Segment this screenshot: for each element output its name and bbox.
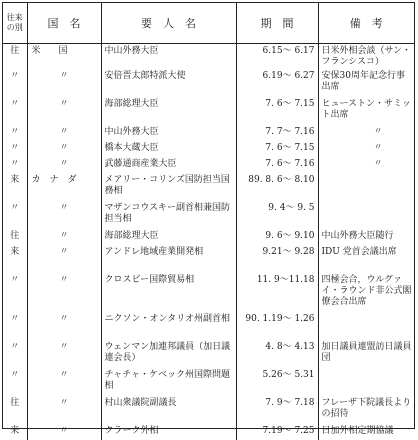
cell-direction: 往 [10,231,20,241]
table-row [3,340,414,368]
cell-remarks: フレーザ下院議長よりの招待 [318,396,414,424]
cell-remarks: 〃 [318,141,414,157]
table-row [3,125,414,141]
table-row [3,368,414,396]
cell-country: 〃 [27,312,101,340]
cell-remarks: 日米外相会談（サン・フランシスコ） [318,44,414,70]
table-row [3,312,414,340]
cell-person: 海部総理大臣 [101,229,236,245]
cell-person: ウェンマン加連邦議員（加日議連会長） [101,340,236,368]
cell-direction: 〃 [10,143,20,153]
cell-country: 〃 [27,69,101,97]
cell-direction: 〃 [10,127,20,137]
cell-remarks: IDU 党首会議出席 [318,245,414,273]
cell-country: 〃 [27,125,101,141]
cell-direction: 〃 [10,99,20,109]
cell-person: 安倍晋太郎特派大使 [101,69,236,97]
header-remarks: 備 考 [318,3,414,44]
cell-remarks [318,201,414,229]
cell-period: 11. 9～11.18 [236,273,318,312]
cell-direction: 往 [10,398,20,408]
table-row [3,245,414,273]
cell-period: 7. 9～ 7.18 [236,396,318,424]
cell-country: 〃 [27,424,101,440]
cell-period: 9. 4～ 9. 5 [236,201,318,229]
cell-period: 7. 7～ 7.16 [236,125,318,141]
table-row [3,157,414,173]
cell-direction: 〃 [10,275,20,285]
cell-period: 7.19～ 7.25 [236,424,318,440]
cell-person: クロスビー国際貿易相 [101,273,236,312]
cell-period: 6.19～ 6.27 [236,69,318,97]
table-row [3,396,414,424]
cell-remarks: 日加外相定期協議 [318,424,414,440]
cell-person: マザンコウスキー副首相兼国防担当相 [101,201,236,229]
cell-direction: 〃 [10,370,20,380]
cell-period: 7. 6～ 7.15 [236,97,318,125]
table-header-row [3,3,414,44]
table-row [3,44,414,70]
cell-country: 〃 [27,201,101,229]
cell-remarks: 四極会合，ウルグァイ・ラウンド非公式閣僚会合出席 [318,273,414,312]
cell-remarks [318,312,414,340]
cell-remarks: 安保30周年記念行事出席 [318,69,414,97]
table-row [3,97,414,125]
visits-table [3,3,414,440]
cell-person: 村山衆議院副議長 [101,396,236,424]
cell-period: 6.15～ 6.17 [236,44,318,70]
cell-person: 中山外務大臣 [101,44,236,70]
cell-remarks: 加日議員連盟訪日議員団 [318,340,414,368]
cell-direction: 〃 [10,71,20,81]
cell-country: 〃 [27,245,101,273]
cell-person: 海部総理大臣 [101,97,236,125]
cell-direction: 来 [10,426,20,436]
table-row [3,69,414,97]
cell-person: ニクソン・オンタリオ州副首相 [101,312,236,340]
cell-country: 〃 [27,229,101,245]
cell-direction: 来 [10,175,20,185]
visits-table-document [2,2,415,436]
cell-country: 〃 [27,368,101,396]
cell-period: 7. 6～ 7.16 [236,157,318,173]
cell-period: 9.21～ 9.28 [236,245,318,273]
cell-direction: 〃 [10,314,20,324]
cell-direction: 来 [10,247,20,257]
cell-period: 5.26～ 5.31 [236,368,318,396]
cell-person: 武藤通商産業大臣 [101,157,236,173]
table-row [3,141,414,157]
cell-person: アンドレ地域産業開発相 [101,245,236,273]
cell-person: 中山外務大臣 [101,125,236,141]
cell-remarks [318,368,414,396]
cell-remarks: 〃 [318,125,414,141]
cell-person: メアリー・コリンズ国防担当国務相 [101,173,236,201]
table-row [3,173,414,201]
cell-period: 9. 6～ 9.10 [236,229,318,245]
cell-country: 〃 [27,273,101,312]
cell-person: チャチャ・ケベック州国際問題相 [101,368,236,396]
cell-remarks: ヒューストン・サミット出席 [318,97,414,125]
table-row [3,424,414,440]
cell-person: クラーク外相 [101,424,236,440]
cell-country: 〃 [27,340,101,368]
cell-country: 〃 [27,141,101,157]
cell-direction: 〃 [10,159,20,169]
cell-period: 7. 6～ 7.15 [236,141,318,157]
cell-remarks: 〃 [318,157,414,173]
cell-remarks [318,173,414,201]
header-period: 期 間 [236,3,318,44]
cell-country: 〃 [27,97,101,125]
table-row [3,273,414,312]
cell-direction: 〃 [10,342,20,352]
cell-person: 橋本大蔵大臣 [101,141,236,157]
cell-country: 〃 [27,157,101,173]
cell-direction: 〃 [10,203,20,213]
cell-direction: 往 [10,46,20,56]
cell-period: 89. 8. 6～ 8.10 [236,173,318,201]
cell-country: 〃 [27,396,101,424]
cell-period: 90. 1.19～ 1.26 [236,312,318,340]
table-row [3,201,414,229]
cell-country: 米 国 [27,44,101,70]
table-row [3,229,414,245]
cell-period: 4. 8～ 4.13 [236,340,318,368]
cell-country: カ ナ ダ [27,173,101,201]
header-country: 国 名 [27,3,101,44]
header-direction: 往来の別 [3,3,27,44]
header-person: 要 人 名 [101,3,236,44]
cell-remarks: 中山外務大臣随行 [318,229,414,245]
